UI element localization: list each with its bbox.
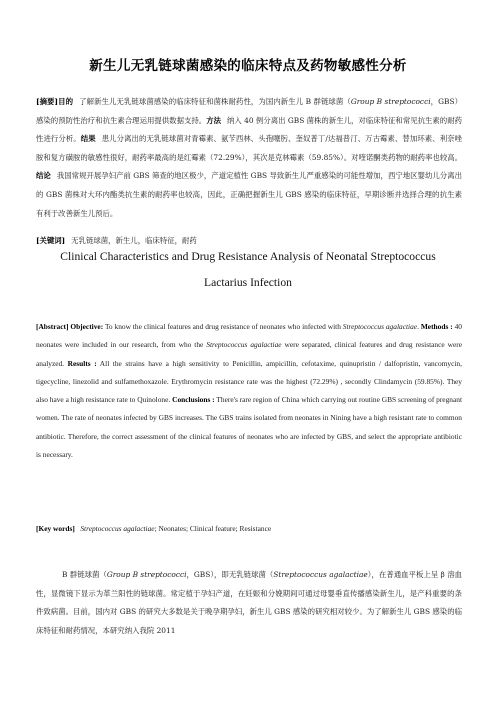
species-name-en: Streptococcus agalactiae xyxy=(342,322,418,331)
english-title-line-1: Clinical Characteristics and Drug Resistance Analysis of Neonatal Streptococcus xyxy=(60,250,436,263)
methods-label: 方法 xyxy=(206,115,221,125)
abstract-label-en: [Abstract] xyxy=(36,322,69,331)
body-species-2: Streptococcus agalactiae xyxy=(273,570,368,579)
chinese-title: 新生儿无乳链球菌感染的临床特点及药物敏感性分析 xyxy=(89,58,407,74)
keywords-label: [关键词] xyxy=(36,236,66,245)
keywords-text: 无乳链球菌，新生儿，临床特征，耐药 xyxy=(71,236,197,245)
results-label: 结果 xyxy=(80,134,96,144)
results-label-en: Results : xyxy=(67,358,97,368)
chinese-abstract xyxy=(36,93,462,223)
conclusions-label-en: Conclusions : xyxy=(172,395,215,405)
objective-text-end: ，GBS）感染的预防性治疗和抗生素合理运用提供数据支持。 xyxy=(36,97,462,125)
methods-label-en: Methods : xyxy=(420,322,453,331)
abstract-label: [摘要] xyxy=(36,97,59,106)
keywords-label-en: [Key words] xyxy=(36,524,75,533)
english-keywords xyxy=(36,520,462,539)
body-species-1: Group B streptococci xyxy=(106,570,187,579)
methods-text-en: 40 neonates were included in our research, from who the xyxy=(36,322,462,350)
results-text: 患儿分离出的无乳链球菌对青霉素、氨苄西林、头孢噻肟、奎奴普丁/达福普汀、万古霉素、替加环素、利奈唑胺和复方磺胺的敏感性很好，耐药率最高的是红霉素（72.29%），其次是克林霉素（59.85%）。对喹诺酮类药物的耐药率也较高。 xyxy=(36,134,462,162)
body-text-c: ），在普通血平板上呈 β 溶血性，显微镜下显示为革兰阳性的链球菌。常定植于孕妇产道，在妊娠和分娩期间可通过母婴垂直传播感染新生儿，是产科重要的条件致病菌。目前，国内对 GBS 的研究大多数是关于晚孕期孕妇，新生儿 GBS 感染的研究相对较少。为了解新生儿 GBS 感染的临床特征和耐药情况，本研究纳入我院 2011 xyxy=(36,570,463,635)
species-name: Group B streptococci xyxy=(350,97,431,106)
objective-label-en: Objective: xyxy=(70,322,104,331)
conclusion-label: 结论 xyxy=(36,171,51,181)
methods-text: 纳入 40 例分离出 GBS 菌株的新生儿，对临床特征和常见抗生素的耐药性进行分析。 xyxy=(36,115,463,144)
body-text-a: B 群链球菌（ xyxy=(62,570,107,579)
body-paragraph xyxy=(36,566,462,640)
objective-text-en: To know the clinical features and drug resistance of neonates who infected with xyxy=(104,322,341,331)
english-abstract xyxy=(36,318,462,464)
keywords-species-en: Streptococcus agalactiae xyxy=(80,524,155,533)
english-title-line-2: Lactarius Infection xyxy=(204,276,292,289)
objective-text: 了解新生儿无乳链球菌感染的临床特征和菌株耐药性，为国内新生儿 B 群链球菌（ xyxy=(79,97,351,106)
results-text-en: All the strains have a high sensitivity to Penicillin, ampicillin, cefotaxime, quinupristin / dalfopristin, vancomycin, tigecycline, linezolid and sulfamethoxazole. Erythromycin resistance rate was the highest (72.29%) , secondly Clindamycin (59.85%). They also have a high resistance rate to Quinolone. xyxy=(36,358,462,405)
objective-label: 目的 xyxy=(58,97,74,106)
conclusions-text-en: There's rare region of China which carrying out routine GBS screening of pregnant women. The rate of neonates infected by GBS increases. The GBS trains isolated from neonates in Nining have a high resistant rate to common antibiotic. Therefore, the correct assessment of the clinical features of neonates who are infected by GBS, and select the appropriate antibiotic is necessary. xyxy=(36,395,462,460)
objective-text-en-end: . xyxy=(417,322,419,331)
keywords-rest-en: ; Neonates; Clinical feature; Resistance xyxy=(154,524,272,533)
methods-text-en-end: were separated, clinical features and drug resistance were analyzed. xyxy=(36,340,462,368)
conclusion-text: 我国常规开展孕妇产前 GBS 筛查的地区极少，产道定植性 GBS 导致新生儿严重感染的可能性增加，西宁地区婴幼儿分离出的 GBS 菌株对大环内酯类抗生素的耐药率也较高，因此，正确把握新生儿 GBS 感染的临床特征，早期诊断并选择合理的抗生素有利于改善新生儿预后。 xyxy=(36,171,462,218)
methods-species-en: Streptococcus agalactiae xyxy=(206,340,282,350)
body-text-b: ，GBS），即无乳链球菌（ xyxy=(186,570,274,579)
